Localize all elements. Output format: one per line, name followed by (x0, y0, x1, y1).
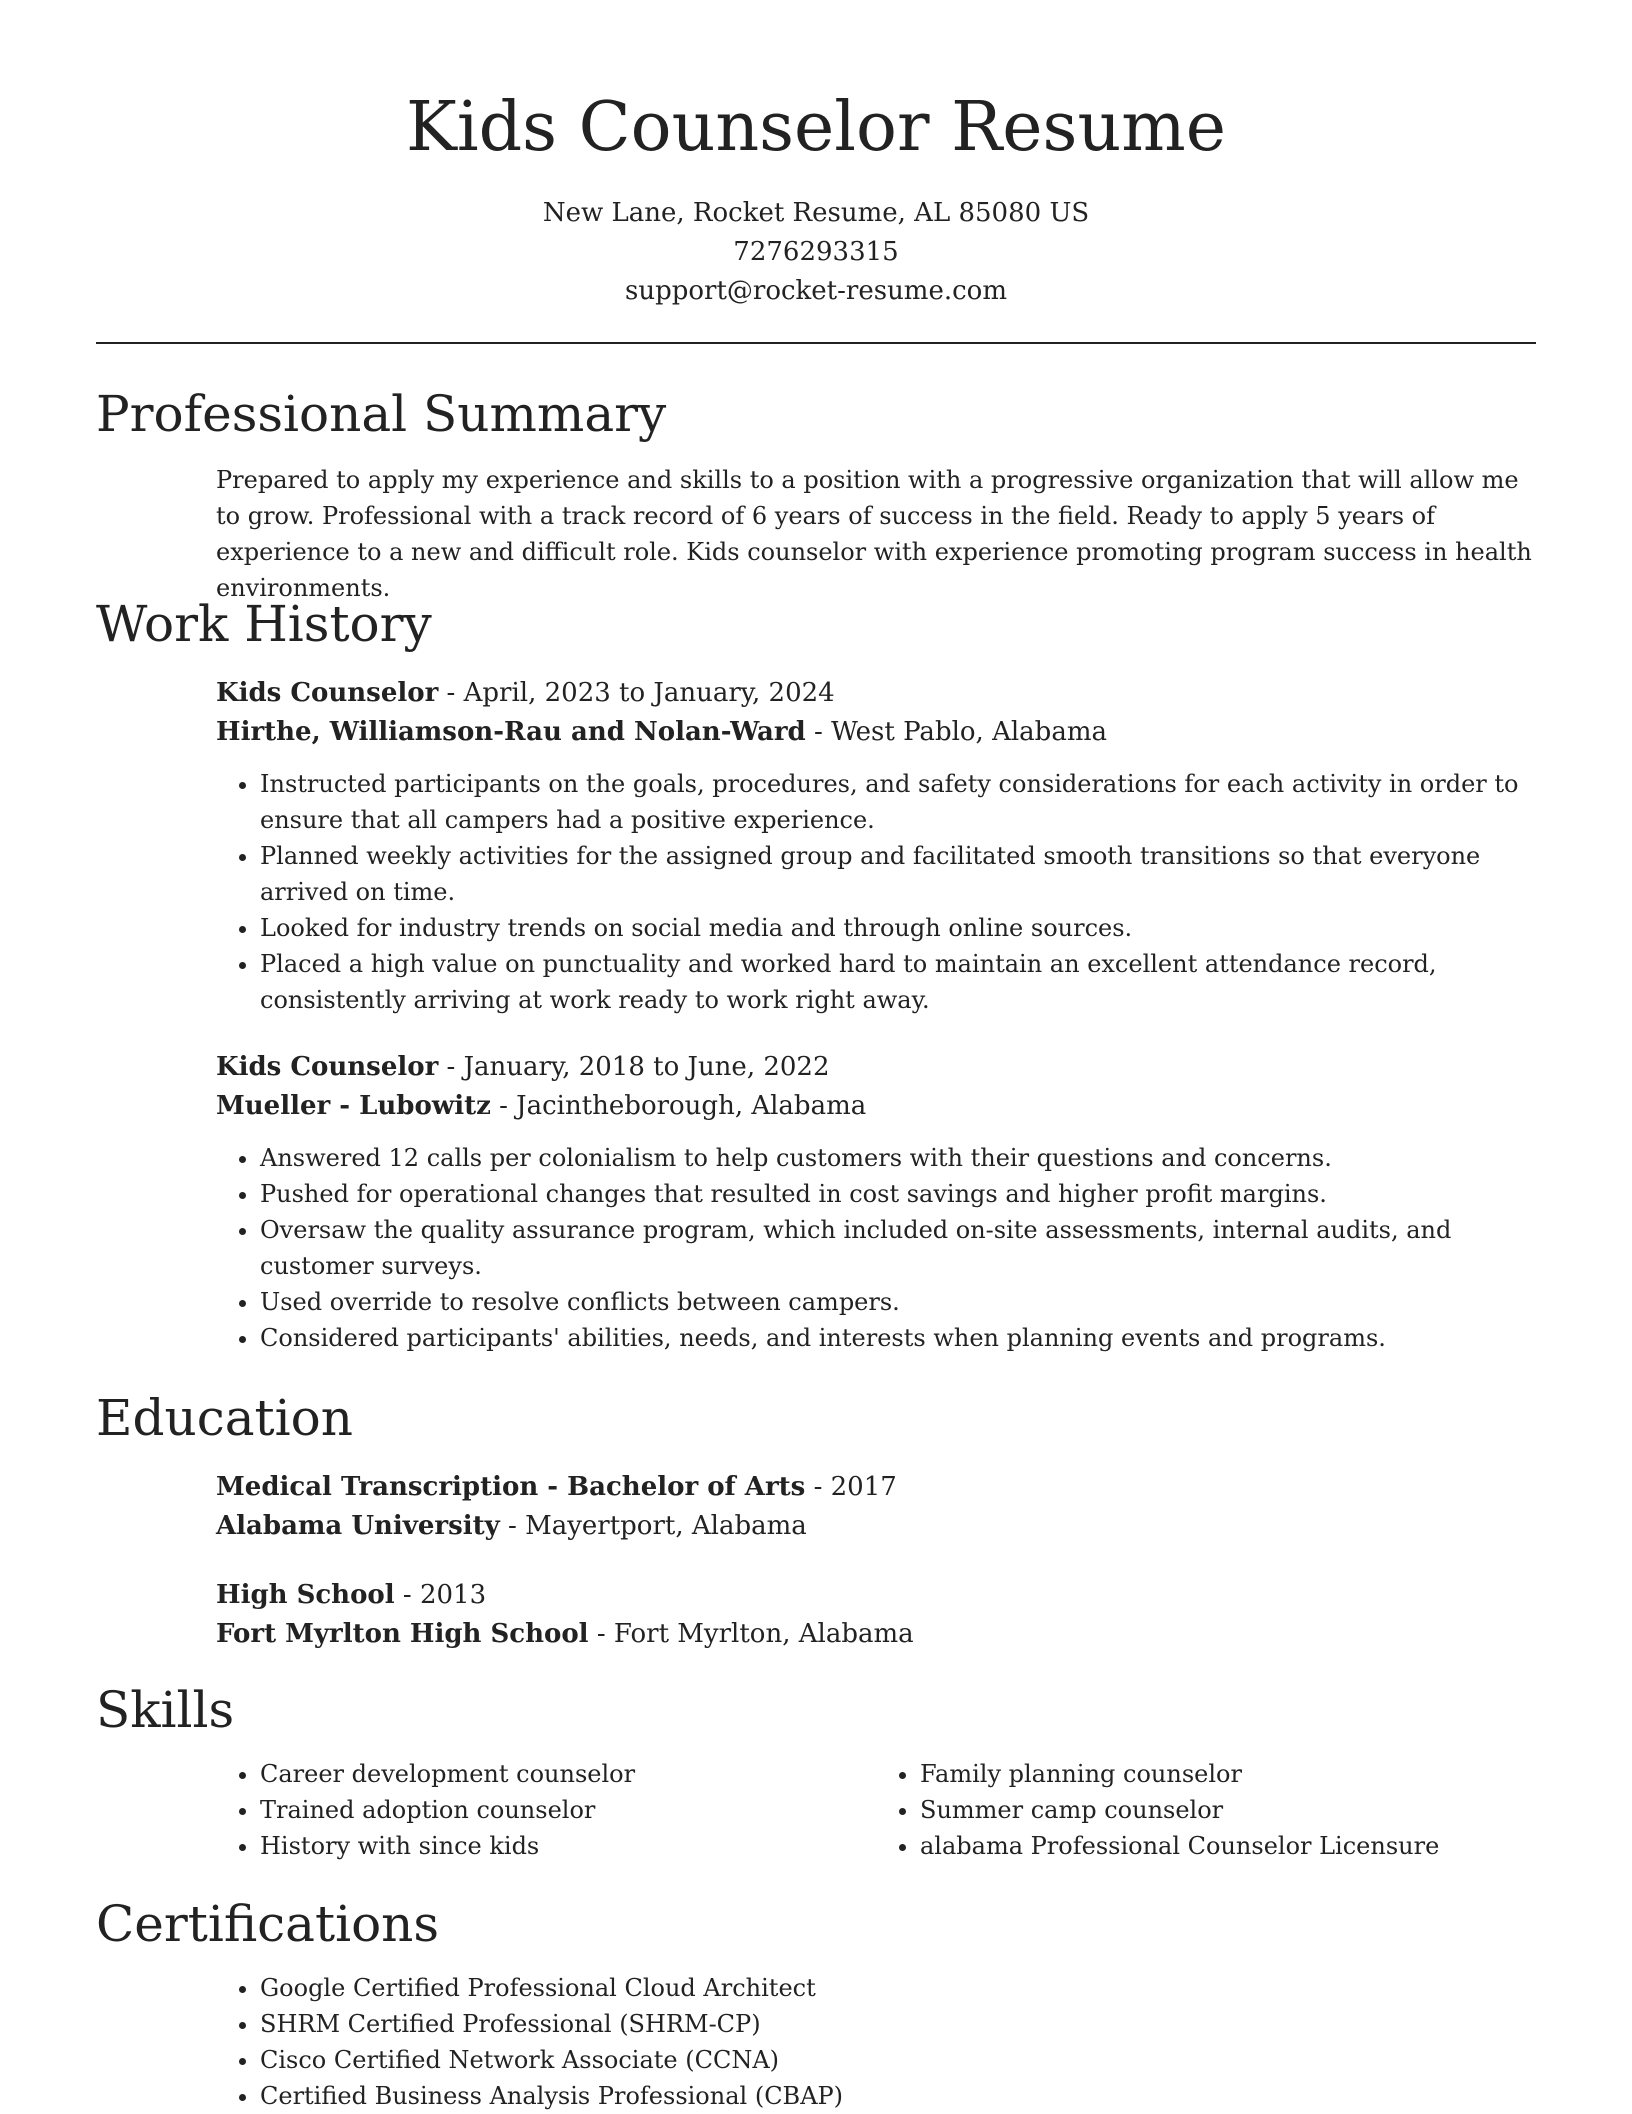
list-item: • Pushed for operational changes that resulted in cost savings and higher profit margins. (260, 1176, 1536, 1212)
header-divider (96, 342, 1536, 344)
job-entry (216, 1048, 1536, 1356)
school-location: - Mayertport, Alabama (499, 1511, 807, 1541)
list-item: • alabama Professional Counselor Licensure (920, 1828, 1536, 1864)
resume-header (0, 0, 1632, 311)
degree-line (216, 1576, 1536, 1615)
grad-year: - 2013 (394, 1580, 487, 1610)
list-item: • Answered 12 calls per colonialism to help customers with their questions and concerns. (260, 1140, 1536, 1176)
email: support@rocket-resume.com (624, 276, 1007, 306)
list-item: • Summer camp counselor (920, 1792, 1536, 1828)
work-section (96, 592, 1536, 1356)
job-title-line (216, 1048, 1536, 1087)
school-location: - Fort Myrlton, Alabama (588, 1619, 914, 1649)
job-company-line (216, 713, 1536, 752)
skills-list-left (216, 1756, 876, 1864)
skills-list-right (876, 1756, 1536, 1864)
job-duties (216, 1140, 1536, 1356)
degree: Medical Transcription - Bachelor of Arts (216, 1472, 806, 1502)
job-title: Kids Counselor (216, 678, 439, 708)
work-heading: Work History (96, 595, 432, 653)
job-title: Kids Counselor (216, 1052, 439, 1082)
school: Fort Myrlton High School (216, 1619, 589, 1649)
list-item: • Instructed participants on the goals, procedures, and safety considerations for each activity in order to ensure that all campers had a positive experience. (260, 766, 1536, 838)
education-entry (216, 1468, 1536, 1546)
phone: 7276293315 (733, 237, 899, 267)
list-item: • Certified Business Analysis Professional (CBAP) (260, 2078, 1536, 2114)
job-duties (216, 766, 1536, 1018)
school-line (216, 1507, 1536, 1546)
list-item: • Looked for industry trends on social media and through online sources. (260, 910, 1536, 946)
list-item: • History with since kids (260, 1828, 876, 1864)
certifications-section (96, 1892, 1536, 2114)
list-item: • Cisco Certified Network Associate (CCNA) (260, 2042, 1536, 2078)
education-section (96, 1386, 1536, 1654)
skills-section (96, 1678, 1536, 1864)
list-item: • Google Certified Professional Cloud Architect (260, 1970, 1536, 2006)
job-company: Hirthe, Williamson-Rau and Nolan-Ward (216, 717, 806, 747)
list-item: • Career development counselor (260, 1756, 876, 1792)
degree: High School (216, 1580, 395, 1610)
address: New Lane, Rocket Resume, AL 85080 US (542, 198, 1090, 228)
job-location: - Jacintheborough, Alabama (490, 1091, 867, 1121)
school: Alabama University (216, 1511, 500, 1541)
list-item: • Used override to resolve conflicts between campers. (260, 1284, 1536, 1320)
list-item: • Considered participants' abilities, needs, and interests when planning events and programs. (260, 1320, 1536, 1356)
education-entry (216, 1576, 1536, 1654)
list-item: • Placed a high value on punctuality and worked hard to maintain an excellent attendance record, consistently arriving at work ready to work right away. (260, 946, 1536, 1018)
contact-block (0, 194, 1632, 311)
list-item: • Planned weekly activities for the assigned group and facilitated smooth transitions so that everyone arrived on time. (260, 838, 1536, 910)
summary-text: Prepared to apply my experience and skills to a position with a progressive organization that will allow me to grow. Professional with a track record of 6 years of success in the field. Ready to apply 5 years of experience to a new and difficult role. Kids counselor with experience promoting program success in health environments. (216, 466, 1532, 602)
list-item: • SHRM Certified Professional (SHRM-CP) (260, 2006, 1536, 2042)
job-company-line (216, 1087, 1536, 1126)
list-item: • Oversaw the quality assurance program, which included on-site assessments, internal audits, and customer surveys. (260, 1212, 1536, 1284)
education-heading: Education (96, 1389, 353, 1447)
resume-title: Kids Counselor Resume (406, 88, 1226, 167)
degree-line (216, 1468, 1536, 1507)
summary-heading: Professional Summary (96, 385, 667, 443)
job-title-line (216, 674, 1536, 713)
job-company: Mueller - Lubowitz (216, 1091, 491, 1121)
grad-year: - 2017 (805, 1472, 897, 1502)
certifications-heading: Certifications (96, 1895, 440, 1953)
job-dates: - April, 2023 to January, 2024 (438, 678, 835, 708)
job-entry (216, 674, 1536, 1018)
certifications-list (216, 1970, 1536, 2114)
job-dates: - January, 2018 to June, 2022 (438, 1052, 830, 1082)
skills-grid (216, 1756, 1536, 1864)
summary-section (96, 382, 1536, 606)
list-item: • Trained adoption counselor (260, 1792, 876, 1828)
job-location: - West Pablo, Alabama (805, 717, 1107, 747)
school-line (216, 1615, 1536, 1654)
skills-heading: Skills (96, 1681, 235, 1739)
list-item: • Family planning counselor (920, 1756, 1536, 1792)
